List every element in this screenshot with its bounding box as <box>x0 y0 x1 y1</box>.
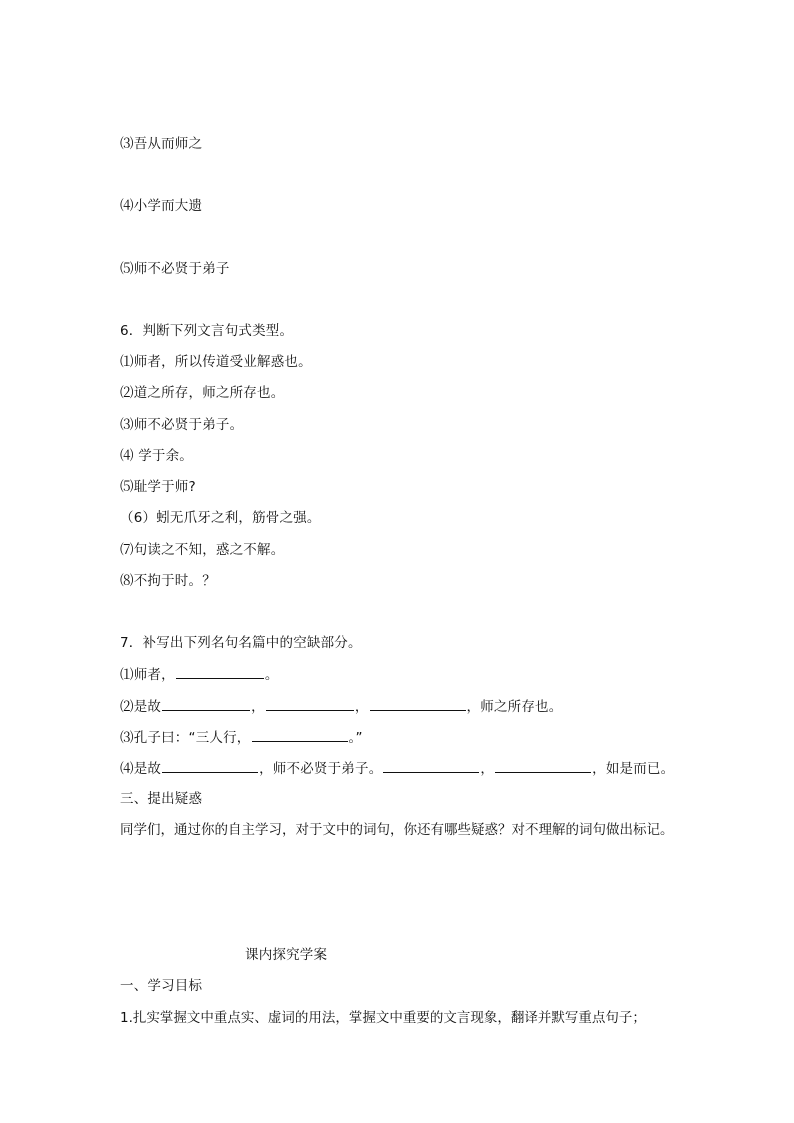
question-6-item-6: （6）蚓无爪牙之利，筋骨之强。 <box>120 510 321 526</box>
item-5-3: ⑶吾从而师之 <box>120 136 203 152</box>
question-6-item-4: ⑷ 学于余。 <box>120 448 193 464</box>
fill-blank[interactable] <box>266 697 354 711</box>
question-6-item-7: ⑺句读之不知，惑之不解。 <box>120 542 285 558</box>
fill-blank[interactable] <box>176 665 264 679</box>
item-text: ， <box>251 699 265 715</box>
question-6-item-8: ⑻不拘于时。？ <box>120 573 216 589</box>
question-7-item-4 <box>120 759 674 778</box>
item-text: ⑶孔子曰：“三人行， <box>120 730 251 746</box>
question-6-title: 6．判断下列文言句式类型。 <box>120 323 294 339</box>
question-6-item-5: ⑸耻学于师? <box>120 479 196 495</box>
fill-blank[interactable] <box>162 697 250 711</box>
question-7-title: 7．补写出下列名句名篇中的空缺部分。 <box>120 635 362 651</box>
item-text: 。 <box>264 667 279 683</box>
item-text: ⑵是故 <box>120 699 162 715</box>
item-text: ，师不必贤于弟子。 <box>259 761 383 777</box>
fill-blank[interactable] <box>252 728 348 742</box>
question-7-item-2 <box>120 697 562 716</box>
fill-blank[interactable] <box>383 759 479 773</box>
question-7-item-3 <box>120 728 363 747</box>
item-5-5: ⑸师不必贤于弟子 <box>120 261 230 277</box>
section-3-heading: 三、提出疑惑 <box>120 791 203 807</box>
part-2-title: 课内探究学案 <box>245 947 328 963</box>
item-text: ， <box>480 761 495 777</box>
item-text: ⑴师者， <box>120 667 175 683</box>
fill-blank[interactable] <box>495 759 591 773</box>
part-2-item-1: 1.扎实掌握文中重点实、虚词的用法，掌握文中重要的文言现象，翻译并默写重点句子； <box>120 1010 646 1026</box>
part-2-heading: 一、学习目标 <box>120 978 203 994</box>
section-3-text: 同学们，通过你的自主学习，对于文中的词句，你还有哪些疑惑？对不理解的词句做出标记。 <box>120 822 674 838</box>
item-text: ， <box>354 699 369 715</box>
item-5-4: ⑷小学而大遗 <box>120 198 203 214</box>
item-text: 。” <box>348 730 363 746</box>
fill-blank[interactable] <box>162 759 258 773</box>
question-7-item-1 <box>120 665 279 684</box>
question-6-item-3: ⑶师不必贤于弟子。 <box>120 417 244 433</box>
fill-blank[interactable] <box>370 697 466 711</box>
question-6-item-1: ⑴师者，所以传道受业解惑也。 <box>120 354 312 370</box>
question-6-item-2: ⑵道之所存，师之所存也。 <box>120 385 285 401</box>
item-text: ⑷是故 <box>120 761 162 777</box>
item-text: ，如是而已。 <box>592 761 675 777</box>
item-text: ，师之所存也。 <box>466 699 563 715</box>
